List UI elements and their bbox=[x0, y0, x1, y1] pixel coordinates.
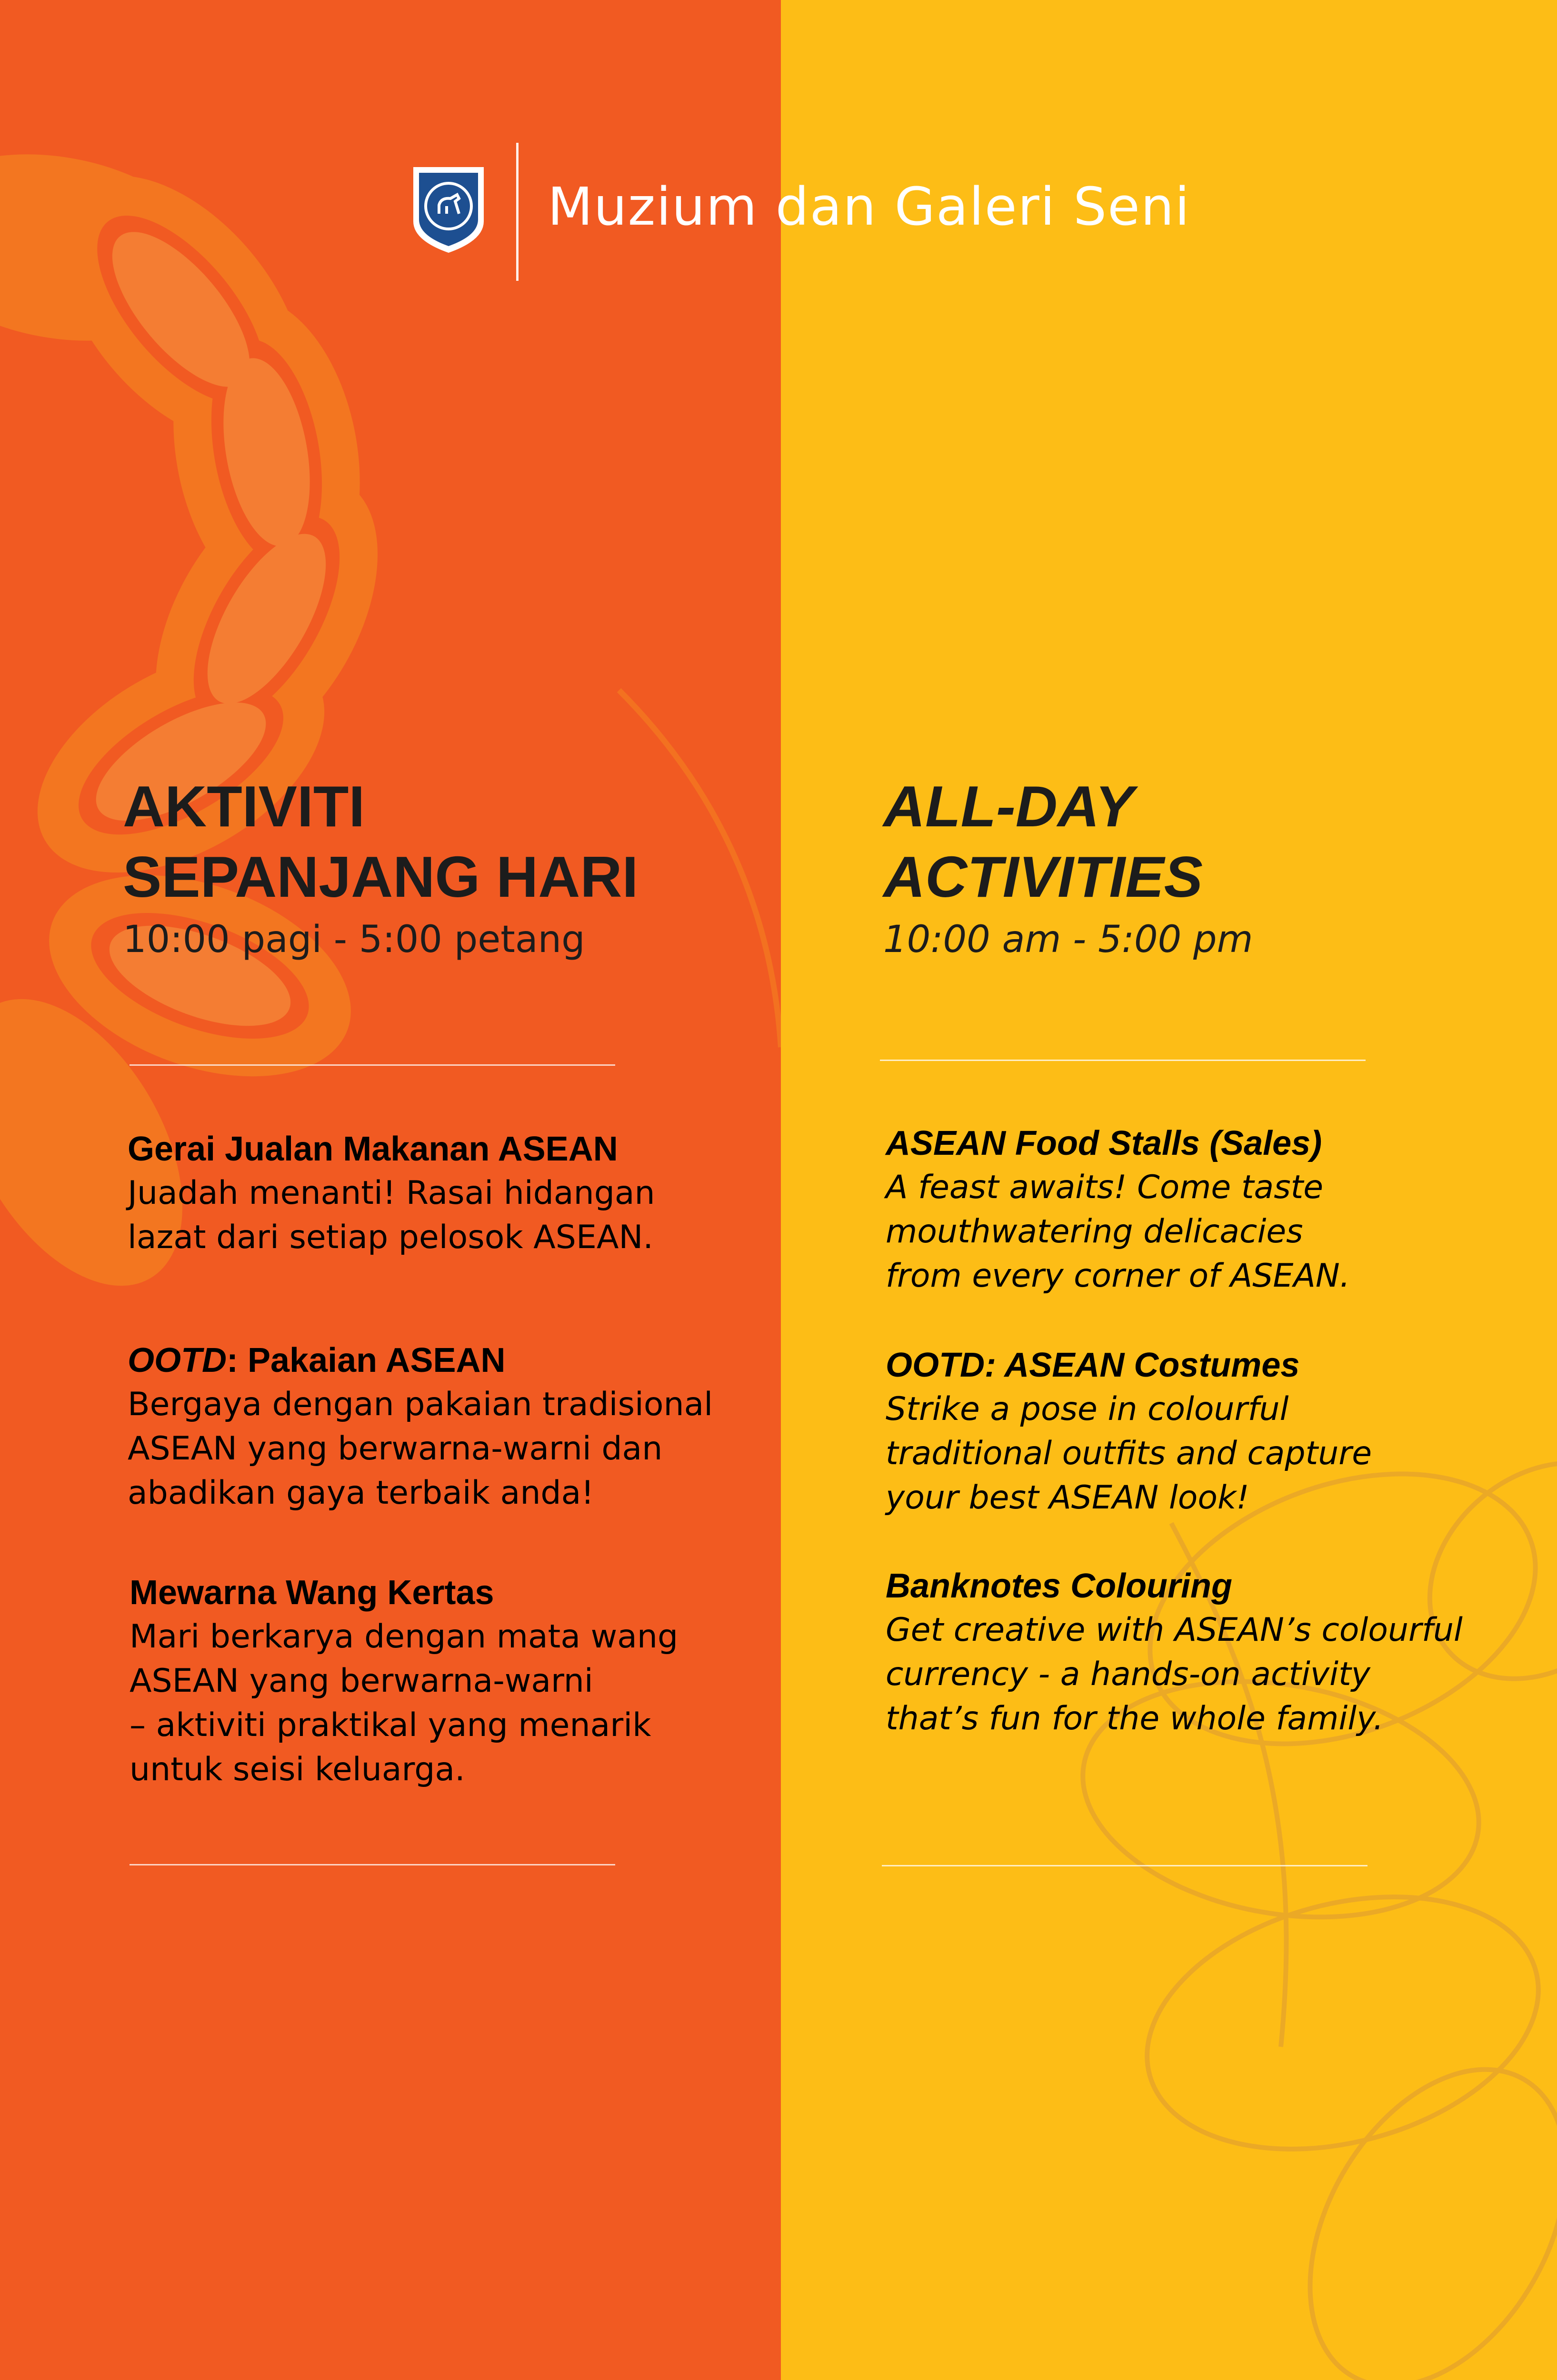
malay-divider-bottom bbox=[130, 1864, 615, 1865]
english-title-line1: ALL-DAY bbox=[883, 774, 1134, 839]
malay-item-title: Mewarna Wang Kertas bbox=[130, 1574, 494, 1612]
shield-icon bbox=[409, 164, 488, 255]
english-item-desc-line: Strike a pose in colourful bbox=[886, 1390, 1289, 1428]
english-item-desc-line: traditional outfits and capture bbox=[886, 1435, 1372, 1472]
english-item-desc-line: Get creative with ASEAN’s colourful bbox=[886, 1611, 1463, 1649]
english-title-line2: ACTIVITIES bbox=[883, 844, 1203, 909]
logo-divider bbox=[516, 143, 519, 281]
malay-item-desc-line: ASEAN yang berwarna-warni dan bbox=[128, 1430, 663, 1468]
malay-item-food bbox=[128, 1127, 756, 1259]
malay-divider-top bbox=[130, 1064, 615, 1066]
museum-name: Muzium dan Galeri Seni bbox=[548, 176, 1191, 237]
english-item-desc-line: from every corner of ASEAN. bbox=[886, 1257, 1350, 1295]
malay-hours: 10:00 pagi - 5:00 petang bbox=[123, 918, 585, 961]
english-divider-top bbox=[880, 1060, 1366, 1061]
malay-item-desc-line: Mari berkarya dengan mata wang bbox=[130, 1618, 679, 1656]
malay-item-desc-line: lazat dari setiap pelosok ASEAN. bbox=[128, 1219, 653, 1256]
malay-item-desc-line: ASEAN yang berwarna-warni bbox=[130, 1662, 593, 1700]
english-item-desc-line: currency - a hands-on activity bbox=[886, 1656, 1370, 1693]
malay-item-desc-line: – aktiviti praktikal yang menarik bbox=[130, 1706, 651, 1744]
english-item-title: OOTD: ASEAN Costumes bbox=[886, 1346, 1300, 1384]
malay-title bbox=[123, 771, 751, 912]
english-item-title: ASEAN Food Stalls (Sales) bbox=[886, 1124, 1322, 1162]
malay-item-desc-line: Juadah menanti! Rasai hidangan bbox=[128, 1174, 655, 1212]
english-item-desc-line: A feast awaits! Come taste bbox=[886, 1169, 1324, 1206]
english-item-desc-line: that’s fun for the whole family. bbox=[886, 1700, 1384, 1737]
malay-item-desc-line: abadikan gaya terbaik anda! bbox=[128, 1474, 594, 1512]
english-column bbox=[883, 771, 1512, 963]
english-item-desc-line: your best ASEAN look! bbox=[886, 1479, 1249, 1517]
english-item-title: Banknotes Colouring bbox=[886, 1567, 1233, 1605]
malay-item-title-italic: OOTD bbox=[128, 1341, 227, 1379]
english-item-desc-line: mouthwatering delicacies bbox=[886, 1213, 1303, 1250]
malay-item-desc-line: untuk seisi keluarga. bbox=[130, 1751, 465, 1788]
malay-item-title bbox=[128, 1339, 756, 1382]
english-divider-bottom bbox=[882, 1865, 1367, 1866]
malay-item-title-rest: : Pakaian ASEAN bbox=[226, 1341, 506, 1379]
malay-title-line2: SEPANJANG HARI bbox=[123, 844, 639, 909]
malay-item-ootd bbox=[128, 1339, 756, 1515]
malay-item-desc-line: Bergaya dengan pakaian tradisional bbox=[128, 1386, 713, 1423]
english-hours: 10:00 am - 5:00 pm bbox=[883, 918, 1253, 961]
english-item-banknotes bbox=[886, 1564, 1514, 1741]
english-item-food bbox=[886, 1121, 1514, 1298]
english-title bbox=[883, 771, 1512, 912]
english-item-ootd bbox=[886, 1343, 1514, 1520]
malay-title-line1: AKTIVITI bbox=[123, 774, 365, 839]
malay-column bbox=[123, 771, 751, 963]
malay-item-title: Gerai Jualan Makanan ASEAN bbox=[128, 1130, 618, 1168]
malay-item-banknotes bbox=[130, 1571, 758, 1792]
